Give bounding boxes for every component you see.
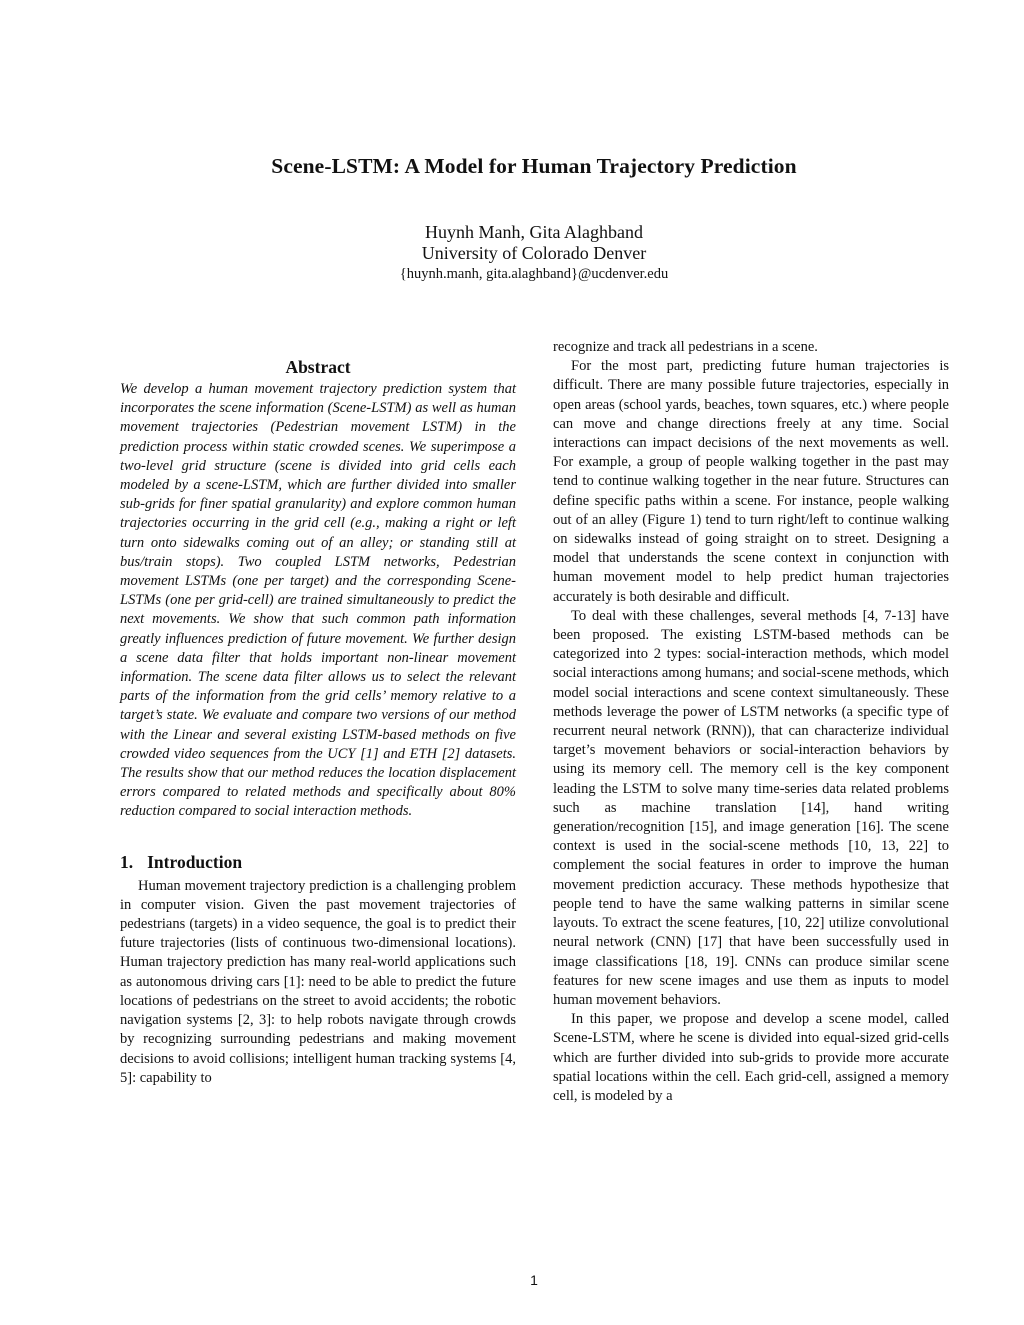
intro-paragraph-2: For the most part, predicting future human trajectories is difficult. There are many possible future trajectories, especially in open areas (school yards, beaches, town squares, etc.) where people can move and change directions freely at any time. Social interactions can impact decisions of the next movements as well. For example, a group of people walking together in the past may tend to continue walking together in the near future. Structures can define specific paths within a scene. For instance, people walking out of an alley (Figure 1) tend to turn right/left to continue walking on sidewalks instead of going straight on to street. Designing a model that understands the scene context in conjunction with human movement model to help predict human trajectories accurately is both desirable and difficult.: [553, 358, 949, 605]
author-block: [0, 222, 1024, 284]
page-number: 1: [530, 1272, 538, 1288]
left-column: [120, 356, 516, 1088]
intro-paragraph-4: In this paper, we propose and develop a scene model, called Scene-LSTM, where he scene is divided into equal-sized grid-cells which are further divided into sub-grids to provide more accurate spatial locations within the cell. Each grid-cell, assigned a memory cell, is modeled by a: [553, 1011, 949, 1104]
intro-paragraph-1: Human movement trajectory prediction is a challenging problem in computer vision. Given the past movement trajectories of pedestrians (targets) in a video sequence, the goal is to predict their future trajectories (lists of continuous two-dimensional locations). Human trajectory prediction has many real-world applications such as autonomous driving cars [1]: need to be able to predict the future locations of pedestrians on the street to avoid accidents; the robotic navigation systems [2, 3]: to help robots navigate through crowds by recognizing surrounding pedestrians and making movement decisions to avoid collisions; intelligent human tracking systems [4, 5]: capability to: [120, 877, 516, 1086]
section-title: Introduction: [147, 851, 243, 872]
paper-title: Scene-LSTM: A Model for Human Trajectory Prediction: [271, 154, 797, 178]
section-heading-introduction: [120, 851, 516, 873]
author-affiliation: University of Colorado Denver: [421, 243, 647, 263]
intro-paragraph-1-continued: recognize and track all pedestrians in a scene.: [553, 339, 818, 355]
intro-paragraph-3: To deal with these challenges, several methods [4, 7-13] have been proposed. The existing LSTM-based methods can be categorized into 2 types: social-interaction methods, which model social interactions among humans; and social-scene methods, which model social interactions and scene context simultaneously. These methods leverage the power of LSTM networks (a specific type of recurrent neural network (RNN)), that can characterize individual target’s movement behaviors or social-interaction behaviors by using its memory cell. The memory cell is the key component leading the LSTM to solve many time-series data related problems such as machine translation [14], hand writing generation/recognition [15], and image generation [16]. The scene context is used in the social-scene methods [10, 13, 22] to complement the social features in order to improve the human movement prediction accuracy. These methods hypothesize that people tend to have the same walking patterns in similar scene layouts. To extract the scene features, [10, 22] utilize convolutional neural network (CNN) [17] that have been successfully used in image classifications [18, 19]. CNNs can produce similar scene features for new scene images and use them as inputs to model human movement behaviors.: [553, 607, 949, 1008]
section-number: 1.: [120, 851, 134, 872]
author-email: {huynh.manh, gita.alaghband}@ucdenver.edu: [399, 266, 669, 282]
abstract-heading: Abstract: [285, 357, 351, 377]
abstract-body: We develop a human movement trajectory prediction system that incorporates the scene information (Scene-LSTM) as well as human movement trajectories (Pedestrian movement LSTM) in the prediction process within static crowded scenes. We superimpose a two-level grid structure (scene is divided into grid cells each modeled by a scene-LSTM, which are further divided into smaller sub-grids for finer spatial granularity) and explore common human trajectories occurring in the grid cell (e.g., making a right or left turn onto sidewalks coming out of an alley; or standing still at bus/train stops). Two coupled LSTM networks, Pedestrian movement LSTMs (one per target) and the corresponding Scene-LSTMs (one per grid-cell) are trained simultaneously to predict the next movements. We show that such common path information greatly influences prediction of future movement. We further design a scene data filter that holds important non-linear movement information. The scene data filter allows us to select the relevant parts of the information from the grid cells’ memory relative to a target’s state. We evaluate and compare two versions of our method with the Linear and several existing LSTM-based methods on five crowded video sequences from the UCY [1] and ETH [2] datasets. The results show that our method reduces the location displacement errors compared to related methods and specifically about 80% reduction compared to social interaction methods.: [120, 381, 516, 820]
author-names: Huynh Manh, Gita Alaghband: [425, 222, 643, 242]
right-column: [553, 338, 949, 1106]
